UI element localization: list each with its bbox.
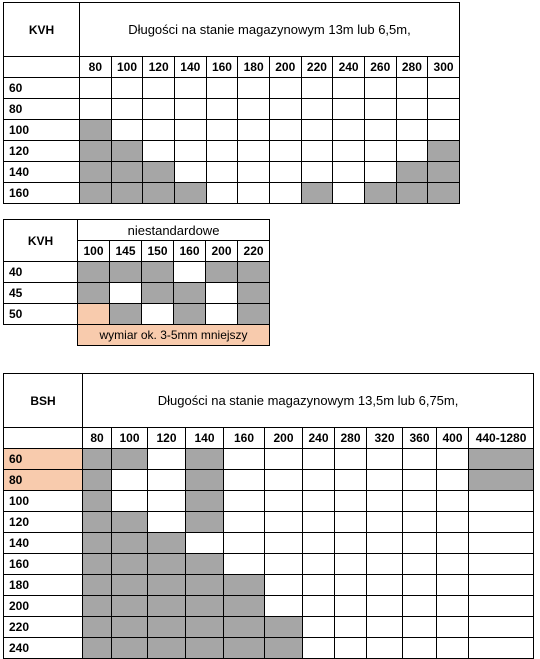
empty-cell <box>303 449 335 470</box>
empty-cell <box>143 120 175 141</box>
empty-cell <box>403 596 437 617</box>
available-cell <box>174 183 206 204</box>
empty-cell <box>335 638 367 659</box>
available-cell <box>428 141 460 162</box>
empty-cell <box>110 283 142 304</box>
size-note: wymiar ok. 3-5mm mniejszy <box>78 325 270 346</box>
empty-cell <box>367 596 403 617</box>
table-row <box>4 554 534 575</box>
empty-cell <box>437 449 469 470</box>
column-header: 180 <box>238 57 270 78</box>
column-header: 100 <box>112 428 148 449</box>
available-cell <box>83 533 112 554</box>
table-row <box>4 162 460 183</box>
table-row <box>4 491 534 512</box>
available-cell <box>186 554 224 575</box>
available-cell <box>83 638 112 659</box>
empty-cell <box>112 470 148 491</box>
available-cell <box>143 183 175 204</box>
available-cell <box>301 183 333 204</box>
empty-cell <box>303 470 335 491</box>
available-cell <box>80 141 112 162</box>
empty-cell <box>333 183 365 204</box>
empty-cell <box>301 78 333 99</box>
row-header: 220 <box>4 617 83 638</box>
table-row <box>4 304 270 325</box>
empty-cell <box>335 512 367 533</box>
empty-cell <box>403 617 437 638</box>
empty-cell <box>364 78 396 99</box>
empty-cell <box>112 491 148 512</box>
column-header: 200 <box>206 241 238 262</box>
bsh-table <box>3 373 534 659</box>
available-cell <box>174 304 206 325</box>
available-cell <box>111 162 143 183</box>
empty-cell <box>367 638 403 659</box>
empty-cell <box>111 99 143 120</box>
empty-cell <box>148 470 186 491</box>
column-header: 150 <box>142 241 174 262</box>
empty-cell <box>437 596 469 617</box>
empty-cell <box>403 449 437 470</box>
empty-cell <box>174 78 206 99</box>
empty-cell <box>301 120 333 141</box>
empty-cell <box>335 575 367 596</box>
available-cell <box>224 575 265 596</box>
empty-cell <box>303 596 335 617</box>
table-row <box>4 449 534 470</box>
empty-cell <box>367 617 403 638</box>
empty-cell <box>469 554 534 575</box>
row-header: 100 <box>4 120 80 141</box>
available-cell <box>83 512 112 533</box>
available-cell <box>111 183 143 204</box>
table-row <box>4 617 534 638</box>
available-cell <box>186 638 224 659</box>
empty-cell <box>364 120 396 141</box>
column-header: 440-1280 <box>469 428 534 449</box>
available-cell <box>110 262 142 283</box>
empty-cell <box>364 162 396 183</box>
available-cell <box>364 183 396 204</box>
available-cell <box>111 141 143 162</box>
row-header: 140 <box>4 162 80 183</box>
row-header: 120 <box>4 141 80 162</box>
available-cell <box>110 304 142 325</box>
row-header: 240 <box>4 638 83 659</box>
kvh-standard-table <box>3 2 460 204</box>
empty-cell <box>396 78 428 99</box>
kvh-label: KVH <box>4 3 80 57</box>
column-header: 220 <box>301 57 333 78</box>
available-cell <box>112 554 148 575</box>
empty-cell <box>437 491 469 512</box>
available-cell <box>112 449 148 470</box>
empty-cell <box>148 491 186 512</box>
empty-cell <box>238 120 270 141</box>
empty-cell <box>206 183 238 204</box>
empty-cell <box>396 99 428 120</box>
row-header: 160 <box>4 183 80 204</box>
column-header: 160 <box>224 428 265 449</box>
empty-cell <box>403 533 437 554</box>
column-header: 145 <box>110 241 142 262</box>
empty-cell <box>265 533 303 554</box>
available-cell <box>83 554 112 575</box>
empty-cell <box>265 575 303 596</box>
column-header: 360 <box>403 428 437 449</box>
table-row <box>4 512 534 533</box>
available-cell <box>469 449 534 470</box>
row-header: 60 <box>4 78 80 99</box>
column-header: 200 <box>269 57 301 78</box>
column-header: 100 <box>111 57 143 78</box>
available-cell <box>186 491 224 512</box>
empty-cell <box>301 162 333 183</box>
available-cell <box>224 617 265 638</box>
available-cell <box>396 162 428 183</box>
empty-cell <box>303 575 335 596</box>
empty-cell <box>335 596 367 617</box>
available-cell <box>186 470 224 491</box>
empty-cell <box>403 512 437 533</box>
empty-cell <box>403 554 437 575</box>
available-cell <box>143 162 175 183</box>
empty-cell <box>437 617 469 638</box>
empty-cell <box>206 120 238 141</box>
available-cell <box>428 162 460 183</box>
column-header: 160 <box>206 57 238 78</box>
empty-cell <box>301 99 333 120</box>
column-header: 220 <box>238 241 270 262</box>
available-cell <box>142 262 174 283</box>
table-row <box>4 638 534 659</box>
empty-cell <box>367 512 403 533</box>
empty-cell <box>265 596 303 617</box>
empty-cell <box>269 183 301 204</box>
available-cell <box>83 470 112 491</box>
empty-cell <box>428 78 460 99</box>
empty-cell <box>265 554 303 575</box>
column-header: 400 <box>437 428 469 449</box>
empty-cell <box>335 470 367 491</box>
row-header: 120 <box>4 512 83 533</box>
empty-cell <box>224 554 265 575</box>
empty-cell <box>269 99 301 120</box>
column-header: 100 <box>78 241 110 262</box>
column-header: 280 <box>335 428 367 449</box>
empty-cell <box>174 162 206 183</box>
column-header: 240 <box>333 57 365 78</box>
available-cell <box>112 512 148 533</box>
empty-cell <box>174 262 206 283</box>
kvh-nonstandard-title: niestandardowe <box>78 220 270 241</box>
row-header: 50 <box>4 304 78 325</box>
empty-cell <box>367 554 403 575</box>
empty-cell <box>265 470 303 491</box>
empty-cell <box>206 304 238 325</box>
available-cell <box>265 617 303 638</box>
table-row <box>4 533 534 554</box>
available-cell <box>83 617 112 638</box>
empty-cell <box>238 141 270 162</box>
empty-cell <box>403 470 437 491</box>
column-header: 260 <box>364 57 396 78</box>
available-cell <box>148 596 186 617</box>
bsh-label: BSH <box>4 374 83 428</box>
column-header: 240 <box>303 428 335 449</box>
available-cell <box>238 262 270 283</box>
empty-cell <box>367 470 403 491</box>
empty-cell <box>437 575 469 596</box>
available-cell <box>186 617 224 638</box>
available-cell <box>112 533 148 554</box>
empty-cell <box>206 78 238 99</box>
available-cell <box>174 283 206 304</box>
available-cell <box>186 512 224 533</box>
empty-cell <box>238 99 270 120</box>
empty-cell <box>469 617 534 638</box>
row-header: 45 <box>4 283 78 304</box>
empty-cell <box>333 162 365 183</box>
available-cell <box>78 283 110 304</box>
table-row <box>4 141 460 162</box>
available-cell <box>186 596 224 617</box>
available-cell <box>83 449 112 470</box>
row-header: 140 <box>4 533 83 554</box>
column-header: 300 <box>428 57 460 78</box>
table-row <box>4 183 460 204</box>
available-cell <box>396 183 428 204</box>
empty-cell <box>174 141 206 162</box>
empty-cell <box>335 554 367 575</box>
empty-cell <box>80 78 112 99</box>
empty-cell <box>428 99 460 120</box>
available-cell <box>83 596 112 617</box>
empty-cell <box>428 120 460 141</box>
available-cell <box>224 638 265 659</box>
table-row <box>4 470 534 491</box>
available-cell <box>112 638 148 659</box>
available-cell <box>148 617 186 638</box>
empty-cell <box>437 533 469 554</box>
available-cell <box>148 554 186 575</box>
empty-cell <box>303 554 335 575</box>
empty-cell <box>469 491 534 512</box>
empty-cell <box>303 512 335 533</box>
empty-cell <box>403 491 437 512</box>
empty-cell <box>437 638 469 659</box>
empty-cell <box>335 449 367 470</box>
empty-cell <box>238 162 270 183</box>
table-row <box>4 283 270 304</box>
available-cell <box>469 470 534 491</box>
empty-cell <box>238 78 270 99</box>
column-header: 80 <box>80 57 112 78</box>
empty-cell <box>206 99 238 120</box>
table-row <box>4 99 460 120</box>
row-header: 160 <box>4 554 83 575</box>
available-cell <box>224 596 265 617</box>
column-header: 80 <box>83 428 112 449</box>
empty-cell <box>269 141 301 162</box>
available-cell <box>142 283 174 304</box>
row-header: 60 <box>4 449 83 470</box>
available-cell <box>238 304 270 325</box>
empty-cell <box>396 120 428 141</box>
available-cell <box>112 575 148 596</box>
row-header: 100 <box>4 491 83 512</box>
empty-cell <box>396 141 428 162</box>
empty-cell <box>186 533 224 554</box>
empty-cell <box>437 512 469 533</box>
column-header: 280 <box>396 57 428 78</box>
empty-cell <box>469 533 534 554</box>
column-header: 200 <box>265 428 303 449</box>
row-header: 80 <box>4 470 83 491</box>
empty-cell <box>469 512 534 533</box>
column-header: 320 <box>367 428 403 449</box>
empty-cell <box>265 491 303 512</box>
empty-cell <box>206 283 238 304</box>
empty-cell <box>224 449 265 470</box>
empty-cell <box>224 533 265 554</box>
available-cell <box>238 283 270 304</box>
empty-cell <box>367 575 403 596</box>
row-header: 180 <box>4 575 83 596</box>
empty-cell <box>224 491 265 512</box>
empty-cell <box>238 183 270 204</box>
kvh-nonstandard-table <box>3 219 270 346</box>
empty-cell <box>224 512 265 533</box>
empty-cell <box>333 78 365 99</box>
empty-cell <box>403 575 437 596</box>
empty-cell <box>303 638 335 659</box>
empty-cell <box>364 99 396 120</box>
available-cell <box>265 638 303 659</box>
empty-cell <box>367 449 403 470</box>
empty-cell <box>111 120 143 141</box>
table-row <box>4 596 534 617</box>
empty-cell <box>265 512 303 533</box>
available-cell <box>148 533 186 554</box>
empty-cell <box>143 99 175 120</box>
empty-cell <box>367 491 403 512</box>
spacer-cell <box>4 325 78 346</box>
available-cell <box>80 120 112 141</box>
empty-cell <box>303 533 335 554</box>
table-row <box>4 120 460 141</box>
table-row <box>4 575 534 596</box>
empty-cell <box>335 533 367 554</box>
available-cell <box>112 617 148 638</box>
empty-cell <box>142 304 174 325</box>
empty-cell <box>301 141 333 162</box>
table-row <box>4 262 270 283</box>
available-cell <box>186 449 224 470</box>
empty-cell <box>111 78 143 99</box>
available-cell <box>206 262 238 283</box>
empty-cell <box>206 141 238 162</box>
available-cell <box>112 596 148 617</box>
empty-cell <box>335 617 367 638</box>
bsh-table-title: Długości na stanie magazynowym 13,5m lub 6,75m, <box>83 374 534 428</box>
empty-cell <box>265 449 303 470</box>
empty-cell <box>333 99 365 120</box>
kvh-table-title: Długości na stanie magazynowym 13m lub 6,5m, <box>80 3 460 57</box>
available-cell <box>186 575 224 596</box>
row-header: 40 <box>4 262 78 283</box>
empty-cell <box>469 638 534 659</box>
empty-cell <box>469 575 534 596</box>
empty-cell <box>469 596 534 617</box>
available-cell <box>148 638 186 659</box>
empty-cell <box>364 141 396 162</box>
available-cell <box>83 491 112 512</box>
available-cell <box>83 575 112 596</box>
empty-cell <box>437 470 469 491</box>
available-cell <box>148 575 186 596</box>
available-cell <box>80 162 112 183</box>
empty-cell <box>269 120 301 141</box>
empty-cell <box>303 617 335 638</box>
empty-cell <box>80 99 112 120</box>
row-header: 200 <box>4 596 83 617</box>
empty-cell <box>143 141 175 162</box>
empty-cell <box>174 120 206 141</box>
empty-cell <box>333 141 365 162</box>
kvh-nonstandard-label: KVH <box>4 220 78 262</box>
empty-cell <box>143 78 175 99</box>
empty-cell <box>206 162 238 183</box>
row-header: 80 <box>4 99 80 120</box>
available-cell <box>428 183 460 204</box>
empty-cell <box>148 449 186 470</box>
empty-cell <box>269 78 301 99</box>
corner-cell <box>4 57 80 78</box>
empty-cell <box>367 533 403 554</box>
empty-cell <box>269 162 301 183</box>
empty-cell <box>333 120 365 141</box>
column-header: 140 <box>174 57 206 78</box>
column-header: 160 <box>174 241 206 262</box>
empty-cell <box>148 512 186 533</box>
column-header: 140 <box>186 428 224 449</box>
empty-cell <box>335 491 367 512</box>
corner-cell <box>4 428 83 449</box>
empty-cell <box>437 554 469 575</box>
special-size-cell <box>78 304 110 325</box>
empty-cell <box>403 638 437 659</box>
empty-cell <box>174 99 206 120</box>
empty-cell <box>303 491 335 512</box>
table-row <box>4 78 460 99</box>
available-cell <box>78 262 110 283</box>
empty-cell <box>224 470 265 491</box>
column-header: 120 <box>143 57 175 78</box>
column-header: 120 <box>148 428 186 449</box>
available-cell <box>80 183 112 204</box>
